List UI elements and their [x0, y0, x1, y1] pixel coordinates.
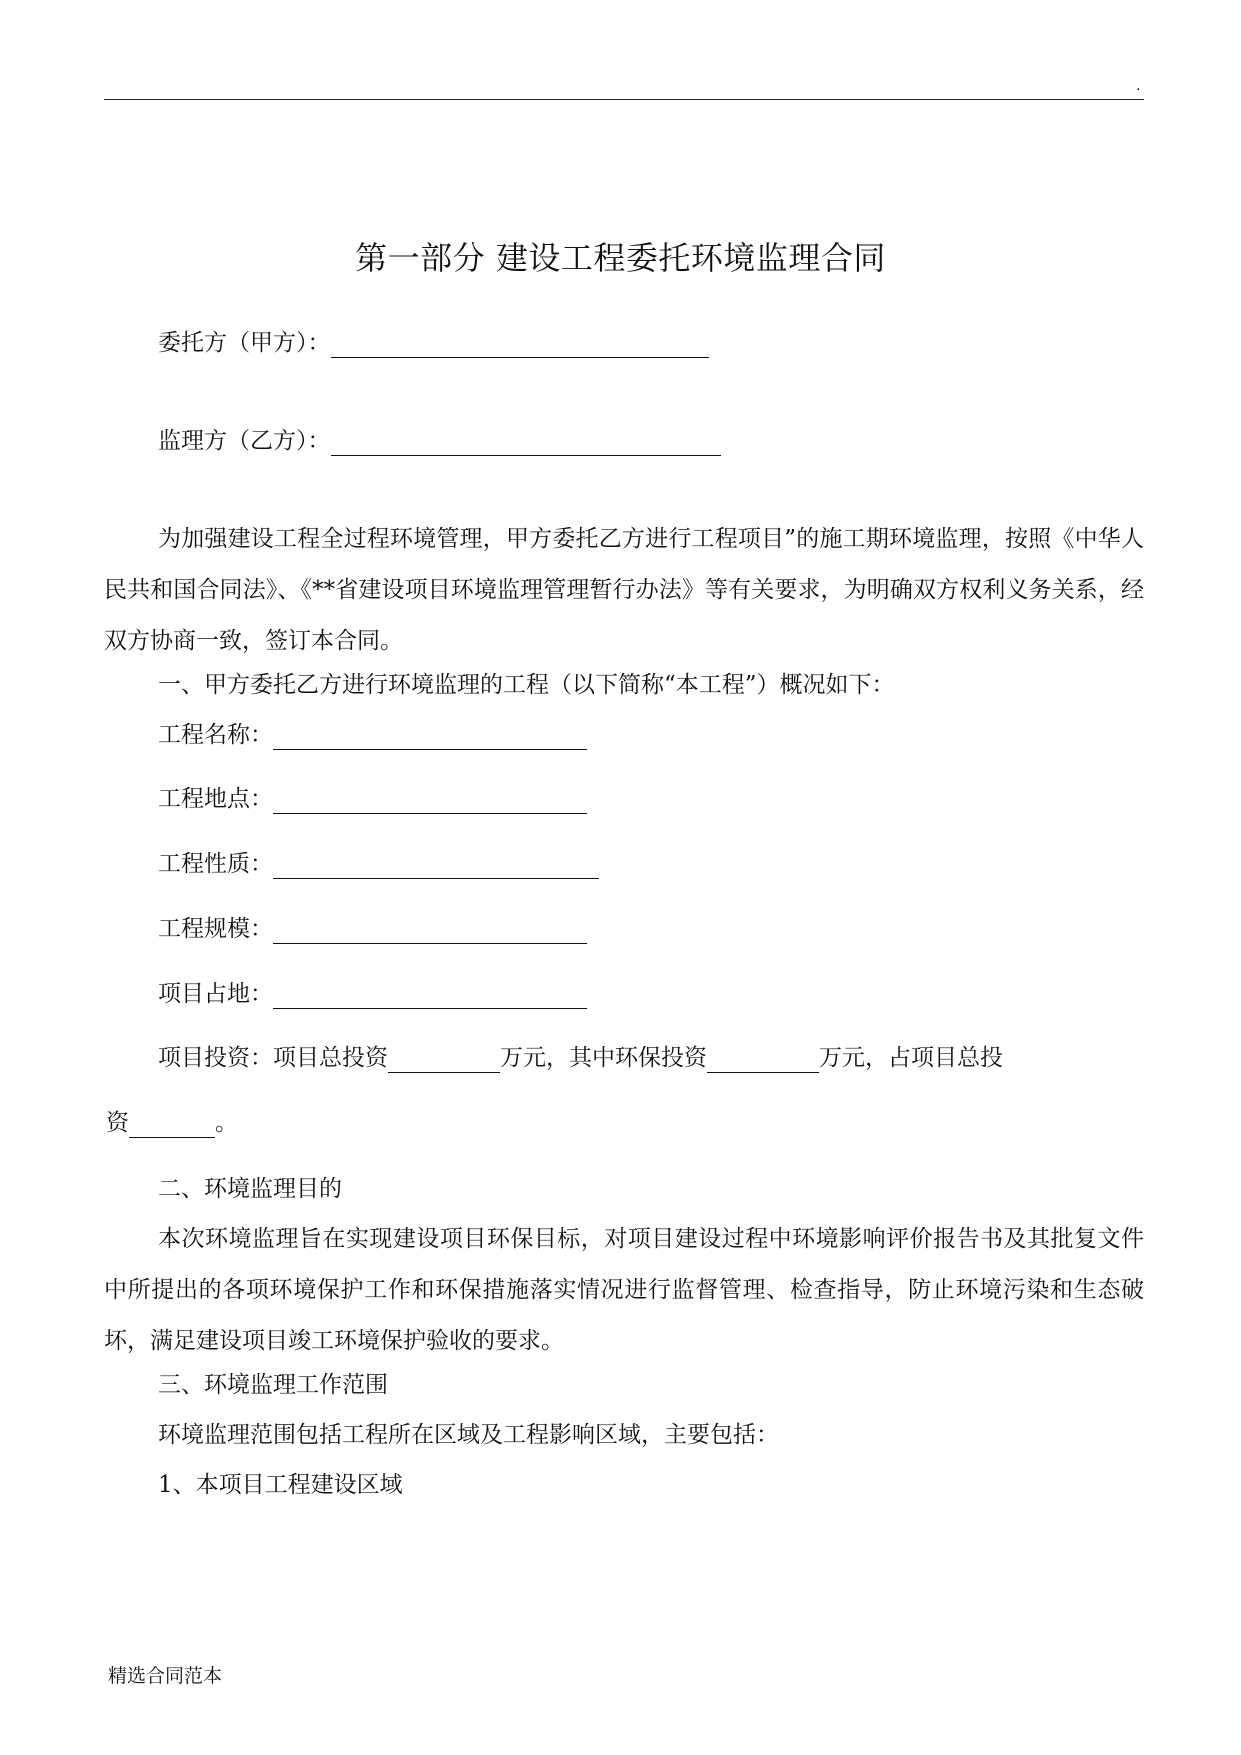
header-dot: . — [1136, 78, 1141, 94]
client-party-label: 委托方（甲方）： — [158, 330, 331, 356]
investment-unit2: 万元，占项目总投 — [819, 1045, 1003, 1071]
investment-ratio-blank[interactable] — [129, 1111, 215, 1138]
investment-unit1: 万元，其中环保投资 — [500, 1045, 707, 1071]
field-blank[interactable] — [273, 787, 587, 814]
field-label: 工程名称： — [158, 722, 273, 748]
investment-prefix: 项目投资：项目总投资 — [158, 1045, 388, 1071]
section3-heading: 三、环境监理工作范围 — [158, 1372, 388, 1398]
field-blank[interactable] — [273, 982, 587, 1009]
total-investment-blank[interactable] — [388, 1046, 500, 1073]
field-project-land — [158, 979, 587, 1009]
field-blank[interactable] — [273, 723, 587, 750]
supervisor-party-line — [158, 426, 721, 456]
section3-body: 环境监理范围包括工程所在区域及工程影响区域，主要包括： — [158, 1422, 779, 1448]
investment-end: 。 — [215, 1110, 238, 1136]
field-label: 工程地点： — [158, 786, 273, 812]
field-label: 工程性质： — [158, 851, 273, 877]
header-rule — [104, 99, 1144, 100]
section2-body: 本次环境监理旨在实现建设项目环保目标，对项目建设过程中环境影响评价报告书及其批复文件中所提出的各项环境保护工作和环保措施落实情况进行监督管理、检查指导，防止环境污染和生态破坏，满足建设项目竣工环境保护验收的要求。 — [104, 1226, 1144, 1354]
page-title: 第一部分 建设工程委托环境监理合同 — [355, 239, 886, 277]
field-project-name — [158, 720, 587, 750]
field-blank[interactable] — [273, 852, 599, 879]
field-project-nature — [158, 849, 599, 879]
section2-heading: 二、环境监理目的 — [158, 1176, 342, 1202]
supervisor-party-blank[interactable] — [331, 429, 721, 456]
investment-line — [158, 1043, 1003, 1073]
field-label: 项目占地： — [158, 981, 273, 1007]
section1-heading: 一、甲方委托乙方进行环境监理的工程（以下简称“本工程”）概况如下： — [158, 672, 895, 698]
field-label: 工程规模： — [158, 916, 273, 942]
investment-cont: 资 — [106, 1110, 129, 1136]
intro-paragraph: 为加强建设工程全过程环境管理，甲方委托乙方进行工程项目”的施工期环境监理，按照《中华人民共和国合同法》、《**省建设项目环境监理管理暂行办法》等有关要求，为明确双方权利义务关系，经双方协商一致，签订本合同。 — [104, 526, 1144, 654]
env-investment-blank[interactable] — [707, 1046, 819, 1073]
field-blank[interactable] — [273, 917, 587, 944]
field-project-location — [158, 784, 587, 814]
footer-label: 精选合同范本 — [108, 1665, 223, 1687]
section3-item1: 1、本项目工程建设区域 — [158, 1472, 403, 1498]
client-party-line — [158, 328, 709, 358]
client-party-blank[interactable] — [331, 331, 709, 358]
supervisor-party-label: 监理方（乙方）： — [158, 428, 331, 454]
investment-line-cont — [106, 1108, 238, 1138]
field-project-scale — [158, 914, 587, 944]
